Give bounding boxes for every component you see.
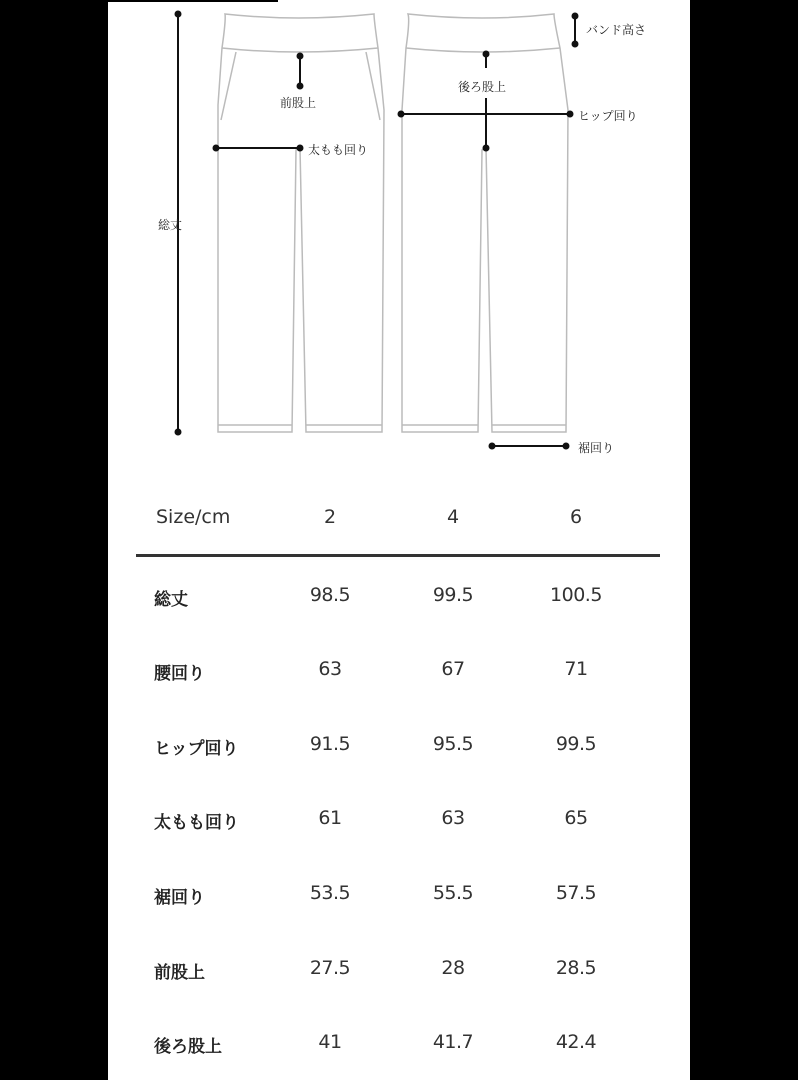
front-pocket-right <box>366 52 380 120</box>
pants-measurement-diagram <box>108 0 690 470</box>
hip-label: ヒップ回り <box>578 109 638 123</box>
table-cell: 67 <box>441 658 465 680</box>
table-cell: 65 <box>564 807 588 829</box>
total-length-label: 総丈 <box>158 218 183 232</box>
header-size-6: 6 <box>569 506 583 528</box>
row-label: 前股上 <box>154 963 205 983</box>
header-size-2: 2 <box>323 506 337 528</box>
front-pocket-left <box>221 52 236 120</box>
table-cell: 28.5 <box>555 957 597 979</box>
back-pants-outline <box>402 14 568 432</box>
table-cell: 98.5 <box>309 584 351 606</box>
table-cell: 63 <box>441 807 465 829</box>
header-rule <box>136 554 660 557</box>
row-label: 腰回り <box>154 664 205 684</box>
header-size-4: 4 <box>446 506 460 528</box>
table-cell: 42.4 <box>555 1031 597 1053</box>
thigh-label: 太もも回り <box>308 143 369 157</box>
table-cell: 57.5 <box>555 882 597 904</box>
table-cell: 99.5 <box>555 733 597 755</box>
table-cell: 53.5 <box>309 882 351 904</box>
band-height-label: バンド高さ <box>586 23 647 37</box>
table-cell: 100.5 <box>550 584 602 606</box>
row-label: ヒップ回り <box>154 739 239 759</box>
table-cell: 28 <box>441 957 465 979</box>
header-size-unit: Size/cm <box>156 506 231 528</box>
row-label: 総丈 <box>154 590 188 610</box>
size-chart-sheet <box>108 0 690 1080</box>
table-cell: 41 <box>318 1031 342 1053</box>
back-waistband <box>406 48 560 52</box>
row-label: 太もも回り <box>154 813 239 833</box>
row-label: 後ろ股上 <box>154 1037 222 1057</box>
hem-label: 裾回り <box>578 441 615 455</box>
table-cell: 95.5 <box>432 733 474 755</box>
front-rise-label: 前股上 <box>280 96 317 110</box>
table-cell: 99.5 <box>432 584 474 606</box>
table-cell: 61 <box>318 807 342 829</box>
table-cell: 55.5 <box>432 882 474 904</box>
table-cell: 71 <box>564 658 588 680</box>
table-cell: 27.5 <box>309 957 351 979</box>
table-cell: 41.7 <box>432 1031 474 1053</box>
front-waistband <box>222 48 378 52</box>
table-cell: 91.5 <box>309 733 351 755</box>
row-label: 裾回り <box>154 888 205 908</box>
back-rise-label: 後ろ股上 <box>458 80 507 94</box>
table-cell: 63 <box>318 658 342 680</box>
